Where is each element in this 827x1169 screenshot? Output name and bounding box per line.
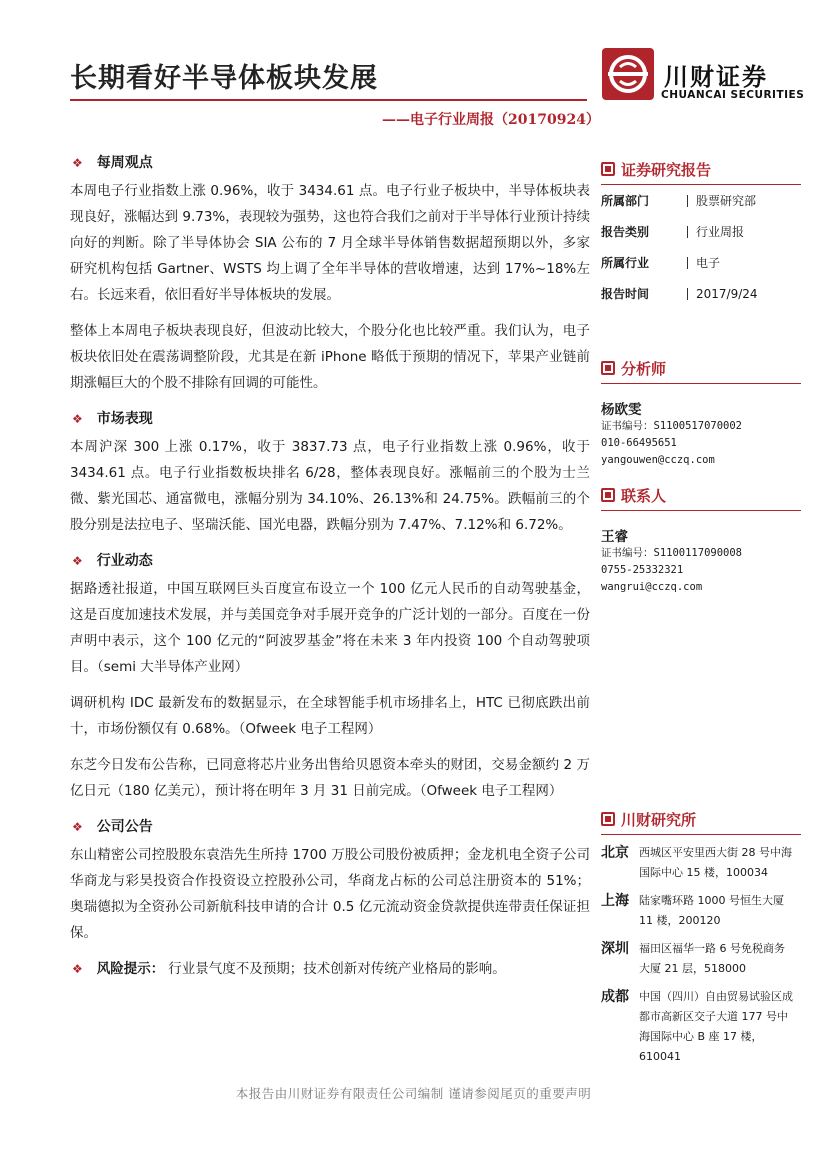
weekly-view-paragraph: 整体上本周电子板块表现良好，但波动比较大，个股分化也比较严重。我们认为，电子板块依旧处在震荡调整阶段，尤其是在新 iPhone 略低于预期的情况下，苹果产业链前期涨幅巨大的个股不排除有回调的可能性。 [70, 323, 590, 391]
report-info-panel [601, 158, 801, 309]
section-marker-icon [601, 812, 615, 826]
analyst-panel [601, 357, 801, 469]
analyst-phone: 010-66495651 [601, 437, 677, 449]
section-marker-icon [601, 361, 615, 375]
contact-cert: 证书编号：S1100117090008 [601, 547, 743, 559]
section-marker-icon [601, 162, 615, 176]
office-chengdu: 成都 中国（四川）自由贸易试验区成都市高新区交子大道 177 号中海国际中心 B 座 17 楼，610041 [601, 989, 793, 1063]
institute-heading: 川财研究所 [601, 808, 801, 830]
industry-paragraph: 据路透社报道，中国互联网巨头百度宣布设立一个 100 亿元人民币的自动驾驶基金，这是百度加速技术发展，并与美国竞争对手展开竞争的广泛计划的一部分。百度在一份声明中表示，这个 100 亿元的“阿波罗基金”将在未来 3 年内投资 100 个自动驾驶项目。（semi 大半导体产业网） [70, 581, 590, 675]
report-info-heading: 证券研究报告 [601, 158, 801, 180]
institute-panel [601, 808, 801, 1067]
section-heading-company: ❖ 公司公告 [70, 814, 590, 840]
analyst-email[interactable]: yangouwen@cczq.com [601, 454, 715, 466]
office-shenzhen: 深圳 福田区福华一路 6 号免税商务大厦 21 层，518000 [601, 941, 785, 975]
analyst-heading: 分析师 [601, 357, 801, 379]
section-heading-market: ❖ 市场表现 [70, 406, 590, 432]
divider [601, 510, 801, 511]
company-paragraph: 东山精密公司控股股东袁浩先生所持 1700 万股公司股份被质押；金龙机电全资子公司华商龙与彩昊投资合作投资设立控股孙公司，华商龙占标的公司总注册资本的 51%；奥瑞德拟为全资孙公司新航科技申请的合计 0.5 亿元流动资金贷款提供连带责任保证担保。 [70, 847, 590, 941]
diamond-bullet-icon: ❖ [72, 962, 83, 976]
section-heading-weekly-view: ❖ 每周观点 [70, 150, 590, 176]
brand-name: 川财证券 [664, 63, 768, 91]
industry-paragraph: 调研机构 IDC 最新发布的数据显示，在全球智能手机市场排名上，HTC 已彻底跌出前十，市场份额仅有 0.68%。（Ofweek 电子工程网） [70, 695, 590, 737]
main-content [70, 150, 590, 982]
divider [601, 834, 801, 835]
contact-panel [601, 484, 801, 596]
analyst-cert: 证书编号：S1100517070002 [601, 420, 743, 432]
office-shanghai: 上海 陆家嘴环路 1000 号恒生大厦 11 楼，200120 [601, 893, 784, 927]
office-beijing: 北京 西城区平安里西大街 28 号中海国际中心 15 楼，100034 [601, 845, 792, 879]
section-heading-industry: ❖ 行业动态 [70, 548, 590, 574]
info-row-date: 报告时间 2017/9/24 [601, 286, 758, 301]
contact-name: 王睿 [601, 529, 628, 545]
info-row-department: 所属部门 股票研究部 [601, 193, 757, 208]
header-divider [70, 99, 587, 101]
info-row-category: 报告类别 行业周报 [601, 224, 745, 239]
contact-phone: 0755-25332321 [601, 564, 684, 576]
section-marker-icon [601, 488, 615, 502]
report-title: 长期看好半导体板块发展 [70, 63, 378, 94]
diamond-bullet-icon: ❖ [72, 554, 83, 568]
report-subtitle: ——电子行业周报（20170924） [382, 112, 600, 128]
risk-warning: ❖ 风险提示： 行业景气度不及预期；技术创新对传统产业格局的影响。 [70, 956, 590, 982]
divider [601, 383, 801, 384]
weekly-view-paragraph: 本周电子行业指数上涨 0.96%，收于 3434.61 点。电子行业子板块中，半导体板块表现良好，涨幅达到 9.73%，表现较为强势，这也符合我们之前对于半导体行业预计持续向好的判断。除了半导体协会 SIA 公布的 7 月全球半导体销售数据超预期以外，多家研究机构包括 Gartner、WSTS 均上调了全年半导体的营收增速，达到 17%~18%左右。长远来看，依旧看好半导体板块的发展。 [70, 183, 590, 303]
contact-heading: 联系人 [601, 484, 801, 506]
diamond-bullet-icon: ❖ [72, 412, 83, 426]
industry-paragraph: 东芝今日发布公告称，已同意将芯片业务出售给贝恩资本牵头的财团，交易金额约 2 万亿日元（180 亿美元），预计将在明年 3 月 31 日前完成。（Ofweek 电子工程网） [70, 757, 590, 799]
diamond-bullet-icon: ❖ [72, 820, 83, 834]
diamond-bullet-icon: ❖ [72, 156, 83, 170]
analyst-name: 杨欧雯 [601, 402, 642, 418]
market-paragraph: 本周沪深 300 上涨 0.17%，收于 3837.73 点，电子行业指数上涨 0.96%，收于 3434.61 点。电子行业指数板块排名 6/28，整体表现良好。涨幅前三的个股为士兰微、紫光国芯、通富微电，涨幅分别为 34.10%、26.13%和 24.75%。跌幅前三的个股分别是法拉电子、坚瑞沃能、国光电器，跌幅分别为 7.47%、7.12%和 6.72%。 [70, 439, 590, 533]
contact-email[interactable]: wangrui@cczq.com [601, 581, 703, 593]
footer-disclaimer: 本报告由川财证券有限责任公司编制 谨请参阅尾页的重要声明 [235, 1086, 592, 1101]
brand-name-en: CHUANCAI SECURITIES [661, 89, 805, 101]
info-row-industry: 所属行业 电子 [601, 255, 721, 270]
brand-logo-icon [602, 48, 654, 100]
